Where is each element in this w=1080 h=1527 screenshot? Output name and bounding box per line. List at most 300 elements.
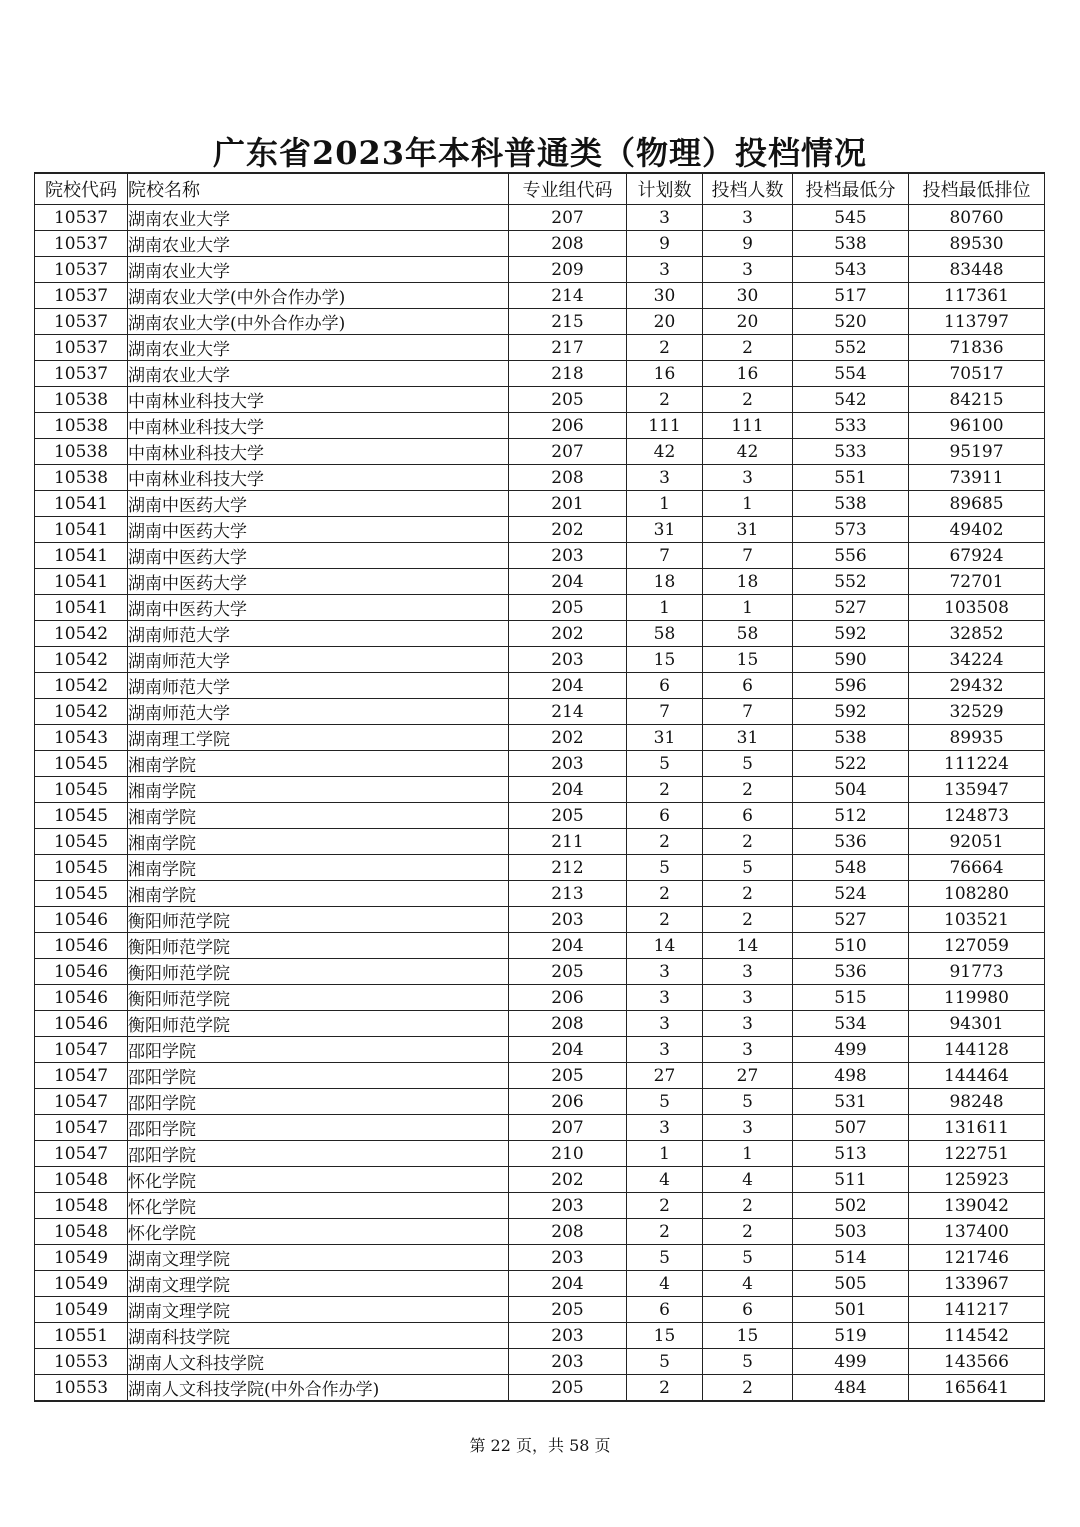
school-name-cell: 湘南学院 <box>128 803 509 829</box>
table-row <box>35 777 1045 803</box>
plan-count-cell: 3 <box>627 1037 703 1063</box>
min-score-cell: 556 <box>793 543 909 569</box>
school-name-cell: 怀化学院 <box>128 1219 509 1245</box>
min-rank-cell: 89530 <box>909 231 1045 257</box>
school-code-cell: 10545 <box>35 829 128 855</box>
major-group-code-cell: 217 <box>509 335 627 361</box>
major-group-code-cell: 203 <box>509 907 627 933</box>
min-rank-cell: 98248 <box>909 1089 1045 1115</box>
min-score-cell: 501 <box>793 1297 909 1323</box>
plan-count-cell: 30 <box>627 283 703 309</box>
school-name-cell: 邵阳学院 <box>128 1063 509 1089</box>
admitted-count-cell: 2 <box>703 335 793 361</box>
school-name-cell: 衡阳师范学院 <box>128 1011 509 1037</box>
school-name-cell: 中南林业科技大学 <box>128 413 509 439</box>
school-name-cell: 湖南师范大学 <box>128 647 509 673</box>
plan-count-cell: 15 <box>627 1323 703 1349</box>
plan-count-cell: 1 <box>627 1141 703 1167</box>
major-group-code-cell: 213 <box>509 881 627 907</box>
admitted-count-cell: 3 <box>703 1037 793 1063</box>
min-rank-cell: 131611 <box>909 1115 1045 1141</box>
admitted-count-cell: 3 <box>703 985 793 1011</box>
plan-count-cell: 3 <box>627 1115 703 1141</box>
min-score-cell: 527 <box>793 595 909 621</box>
admitted-count-cell: 3 <box>703 257 793 283</box>
min-rank-cell: 135947 <box>909 777 1045 803</box>
min-rank-cell: 92051 <box>909 829 1045 855</box>
school-name-cell: 湘南学院 <box>128 829 509 855</box>
min-score-cell: 536 <box>793 959 909 985</box>
min-rank-cell: 113797 <box>909 309 1045 335</box>
admitted-count-cell: 58 <box>703 621 793 647</box>
min-rank-cell: 83448 <box>909 257 1045 283</box>
school-name-cell: 中南林业科技大学 <box>128 465 509 491</box>
school-code-cell: 10541 <box>35 491 128 517</box>
admitted-count-cell: 5 <box>703 855 793 881</box>
school-name-cell: 湖南师范大学 <box>128 673 509 699</box>
min-rank-cell: 49402 <box>909 517 1045 543</box>
school-name-cell: 湖南农业大学(中外合作办学) <box>128 283 509 309</box>
min-score-cell: 519 <box>793 1323 909 1349</box>
plan-count-cell: 42 <box>627 439 703 465</box>
school-name-cell: 邵阳学院 <box>128 1141 509 1167</box>
table-row <box>35 1141 1045 1167</box>
min-rank-cell: 141217 <box>909 1297 1045 1323</box>
admitted-count-cell: 42 <box>703 439 793 465</box>
admission-table <box>34 172 1045 1402</box>
column-header-min-score: 投档最低分 <box>793 173 909 205</box>
min-score-cell: 504 <box>793 777 909 803</box>
school-code-cell: 10548 <box>35 1219 128 1245</box>
school-code-cell: 10548 <box>35 1167 128 1193</box>
plan-count-cell: 9 <box>627 231 703 257</box>
min-rank-cell: 96100 <box>909 413 1045 439</box>
min-rank-cell: 80760 <box>909 205 1045 231</box>
major-group-code-cell: 218 <box>509 361 627 387</box>
school-code-cell: 10547 <box>35 1037 128 1063</box>
school-name-cell: 湘南学院 <box>128 777 509 803</box>
table-row <box>35 413 1045 439</box>
plan-count-cell: 2 <box>627 387 703 413</box>
school-code-cell: 10542 <box>35 647 128 673</box>
admitted-count-cell: 16 <box>703 361 793 387</box>
plan-count-cell: 18 <box>627 569 703 595</box>
school-code-cell: 10541 <box>35 569 128 595</box>
min-score-cell: 514 <box>793 1245 909 1271</box>
major-group-code-cell: 207 <box>509 205 627 231</box>
plan-count-cell: 6 <box>627 803 703 829</box>
table-row <box>35 517 1045 543</box>
admitted-count-cell: 2 <box>703 1375 793 1402</box>
admitted-count-cell: 2 <box>703 1193 793 1219</box>
plan-count-cell: 4 <box>627 1271 703 1297</box>
school-name-cell: 湖南中医药大学 <box>128 569 509 595</box>
min-score-cell: 499 <box>793 1349 909 1375</box>
min-score-cell: 512 <box>793 803 909 829</box>
school-code-cell: 10543 <box>35 725 128 751</box>
major-group-code-cell: 212 <box>509 855 627 881</box>
min-rank-cell: 76664 <box>909 855 1045 881</box>
major-group-code-cell: 205 <box>509 387 627 413</box>
school-name-cell: 衡阳师范学院 <box>128 907 509 933</box>
admitted-count-cell: 3 <box>703 465 793 491</box>
table-row <box>35 283 1045 309</box>
major-group-code-cell: 208 <box>509 1011 627 1037</box>
school-code-cell: 10547 <box>35 1089 128 1115</box>
major-group-code-cell: 214 <box>509 283 627 309</box>
school-name-cell: 湖南人文科技学院 <box>128 1349 509 1375</box>
min-rank-cell: 133967 <box>909 1271 1045 1297</box>
min-rank-cell: 95197 <box>909 439 1045 465</box>
major-group-code-cell: 202 <box>509 1167 627 1193</box>
major-group-code-cell: 201 <box>509 491 627 517</box>
min-score-cell: 502 <box>793 1193 909 1219</box>
table-row <box>35 699 1045 725</box>
min-score-cell: 552 <box>793 335 909 361</box>
min-score-cell: 515 <box>793 985 909 1011</box>
school-code-cell: 10538 <box>35 439 128 465</box>
table-row <box>35 985 1045 1011</box>
admitted-count-cell: 2 <box>703 907 793 933</box>
min-rank-cell: 144128 <box>909 1037 1045 1063</box>
min-score-cell: 536 <box>793 829 909 855</box>
page-footer: 第 22 页，共 58 页 <box>469 1436 611 1455</box>
major-group-code-cell: 207 <box>509 1115 627 1141</box>
admitted-count-cell: 14 <box>703 933 793 959</box>
table-row <box>35 595 1045 621</box>
min-score-cell: 538 <box>793 491 909 517</box>
plan-count-cell: 1 <box>627 491 703 517</box>
school-name-cell: 湖南人文科技学院(中外合作办学) <box>128 1375 509 1402</box>
min-rank-cell: 89935 <box>909 725 1045 751</box>
plan-count-cell: 6 <box>627 673 703 699</box>
min-score-cell: 548 <box>793 855 909 881</box>
column-header-admitted-count: 投档人数 <box>703 173 793 205</box>
min-score-cell: 524 <box>793 881 909 907</box>
major-group-code-cell: 204 <box>509 933 627 959</box>
admitted-count-cell: 30 <box>703 283 793 309</box>
min-rank-cell: 111224 <box>909 751 1045 777</box>
page-title: 广东省2023年本科普通类（物理）投档情况 <box>212 134 868 172</box>
school-name-cell: 湖南农业大学 <box>128 205 509 231</box>
admitted-count-cell: 3 <box>703 1011 793 1037</box>
school-name-cell: 湖南科技学院 <box>128 1323 509 1349</box>
table-row <box>35 439 1045 465</box>
table-row <box>35 1245 1045 1271</box>
school-code-cell: 10537 <box>35 309 128 335</box>
table-row <box>35 881 1045 907</box>
school-code-cell: 10538 <box>35 413 128 439</box>
major-group-code-cell: 205 <box>509 1297 627 1323</box>
major-group-code-cell: 204 <box>509 1037 627 1063</box>
school-name-cell: 衡阳师范学院 <box>128 985 509 1011</box>
school-code-cell: 10549 <box>35 1297 128 1323</box>
admitted-count-cell: 1 <box>703 491 793 517</box>
plan-count-cell: 3 <box>627 959 703 985</box>
admitted-count-cell: 3 <box>703 205 793 231</box>
min-rank-cell: 32529 <box>909 699 1045 725</box>
major-group-code-cell: 205 <box>509 595 627 621</box>
admitted-count-cell: 20 <box>703 309 793 335</box>
school-code-cell: 10545 <box>35 803 128 829</box>
admitted-count-cell: 31 <box>703 517 793 543</box>
school-code-cell: 10538 <box>35 387 128 413</box>
school-code-cell: 10546 <box>35 933 128 959</box>
table-row <box>35 387 1045 413</box>
table-row <box>35 569 1045 595</box>
major-group-code-cell: 211 <box>509 829 627 855</box>
school-code-cell: 10542 <box>35 621 128 647</box>
plan-count-cell: 27 <box>627 1063 703 1089</box>
major-group-code-cell: 203 <box>509 751 627 777</box>
admitted-count-cell: 4 <box>703 1167 793 1193</box>
admitted-count-cell: 6 <box>703 803 793 829</box>
min-score-cell: 507 <box>793 1115 909 1141</box>
admitted-count-cell: 1 <box>703 1141 793 1167</box>
table-row <box>35 1375 1045 1402</box>
plan-count-cell: 6 <box>627 1297 703 1323</box>
major-group-code-cell: 203 <box>509 1349 627 1375</box>
admitted-count-cell: 3 <box>703 959 793 985</box>
admitted-count-cell: 111 <box>703 413 793 439</box>
major-group-code-cell: 209 <box>509 257 627 283</box>
min-rank-cell: 137400 <box>909 1219 1045 1245</box>
plan-count-cell: 3 <box>627 205 703 231</box>
min-score-cell: 534 <box>793 1011 909 1037</box>
admitted-count-cell: 15 <box>703 1323 793 1349</box>
plan-count-cell: 16 <box>627 361 703 387</box>
school-name-cell: 湖南文理学院 <box>128 1245 509 1271</box>
school-name-cell: 湖南师范大学 <box>128 699 509 725</box>
table-row <box>35 1219 1045 1245</box>
admitted-count-cell: 15 <box>703 647 793 673</box>
min-score-cell: 520 <box>793 309 909 335</box>
min-score-cell: 503 <box>793 1219 909 1245</box>
min-score-cell: 554 <box>793 361 909 387</box>
school-code-cell: 10546 <box>35 985 128 1011</box>
admitted-count-cell: 4 <box>703 1271 793 1297</box>
table-row <box>35 933 1045 959</box>
plan-count-cell: 58 <box>627 621 703 647</box>
major-group-code-cell: 206 <box>509 413 627 439</box>
school-name-cell: 湖南农业大学 <box>128 361 509 387</box>
school-code-cell: 10541 <box>35 595 128 621</box>
min-rank-cell: 70517 <box>909 361 1045 387</box>
school-name-cell: 湖南理工学院 <box>128 725 509 751</box>
table-row <box>35 1011 1045 1037</box>
plan-count-cell: 5 <box>627 1089 703 1115</box>
table-row <box>35 1193 1045 1219</box>
school-name-cell: 湖南中医药大学 <box>128 517 509 543</box>
school-code-cell: 10542 <box>35 699 128 725</box>
major-group-code-cell: 202 <box>509 517 627 543</box>
plan-count-cell: 2 <box>627 881 703 907</box>
min-score-cell: 543 <box>793 257 909 283</box>
min-rank-cell: 34224 <box>909 647 1045 673</box>
table-row <box>35 1063 1045 1089</box>
table-row <box>35 621 1045 647</box>
table-row <box>35 829 1045 855</box>
plan-count-cell: 15 <box>627 647 703 673</box>
table-row <box>35 361 1045 387</box>
major-group-code-cell: 215 <box>509 309 627 335</box>
min-score-cell: 538 <box>793 231 909 257</box>
table-row <box>35 803 1045 829</box>
major-group-code-cell: 203 <box>509 543 627 569</box>
major-group-code-cell: 207 <box>509 439 627 465</box>
min-score-cell: 517 <box>793 283 909 309</box>
plan-count-cell: 31 <box>627 725 703 751</box>
school-code-cell: 10546 <box>35 959 128 985</box>
plan-count-cell: 20 <box>627 309 703 335</box>
min-rank-cell: 71836 <box>909 335 1045 361</box>
major-group-code-cell: 208 <box>509 1219 627 1245</box>
admitted-count-cell: 9 <box>703 231 793 257</box>
major-group-code-cell: 206 <box>509 1089 627 1115</box>
school-name-cell: 湖南中医药大学 <box>128 595 509 621</box>
column-header-min-rank: 投档最低排位 <box>909 173 1045 205</box>
school-code-cell: 10545 <box>35 855 128 881</box>
table-row <box>35 231 1045 257</box>
admitted-count-cell: 6 <box>703 1297 793 1323</box>
school-name-cell: 湖南中医药大学 <box>128 491 509 517</box>
school-code-cell: 10553 <box>35 1375 128 1402</box>
min-score-cell: 498 <box>793 1063 909 1089</box>
plan-count-cell: 2 <box>627 907 703 933</box>
plan-count-cell: 2 <box>627 1375 703 1402</box>
school-name-cell: 湘南学院 <box>128 751 509 777</box>
school-name-cell: 湘南学院 <box>128 881 509 907</box>
admitted-count-cell: 7 <box>703 543 793 569</box>
school-name-cell: 湖南农业大学(中外合作办学) <box>128 309 509 335</box>
plan-count-cell: 31 <box>627 517 703 543</box>
min-score-cell: 531 <box>793 1089 909 1115</box>
major-group-code-cell: 206 <box>509 985 627 1011</box>
plan-count-cell: 5 <box>627 751 703 777</box>
plan-count-cell: 2 <box>627 829 703 855</box>
table-row <box>35 647 1045 673</box>
min-score-cell: 511 <box>793 1167 909 1193</box>
plan-count-cell: 14 <box>627 933 703 959</box>
min-score-cell: 513 <box>793 1141 909 1167</box>
min-rank-cell: 108280 <box>909 881 1045 907</box>
min-rank-cell: 117361 <box>909 283 1045 309</box>
table-row <box>35 855 1045 881</box>
table-row <box>35 1089 1045 1115</box>
school-name-cell: 怀化学院 <box>128 1193 509 1219</box>
min-score-cell: 592 <box>793 621 909 647</box>
min-score-cell: 533 <box>793 439 909 465</box>
admitted-count-cell: 2 <box>703 829 793 855</box>
table-row <box>35 1271 1045 1297</box>
table-row <box>35 1323 1045 1349</box>
school-code-cell: 10551 <box>35 1323 128 1349</box>
major-group-code-cell: 202 <box>509 725 627 751</box>
header-row <box>35 173 1045 205</box>
major-group-code-cell: 203 <box>509 1245 627 1271</box>
major-group-code-cell: 204 <box>509 673 627 699</box>
min-rank-cell: 122751 <box>909 1141 1045 1167</box>
school-code-cell: 10537 <box>35 205 128 231</box>
min-rank-cell: 29432 <box>909 673 1045 699</box>
school-code-cell: 10538 <box>35 465 128 491</box>
table-row <box>35 1115 1045 1141</box>
school-name-cell: 衡阳师范学院 <box>128 933 509 959</box>
school-code-cell: 10546 <box>35 1011 128 1037</box>
school-name-cell: 湖南农业大学 <box>128 335 509 361</box>
min-rank-cell: 165641 <box>909 1375 1045 1402</box>
school-code-cell: 10549 <box>35 1245 128 1271</box>
table-row <box>35 491 1045 517</box>
plan-count-cell: 2 <box>627 335 703 361</box>
plan-count-cell: 3 <box>627 465 703 491</box>
major-group-code-cell: 204 <box>509 1271 627 1297</box>
min-rank-cell: 114542 <box>909 1323 1045 1349</box>
major-group-code-cell: 202 <box>509 621 627 647</box>
min-score-cell: 484 <box>793 1375 909 1402</box>
school-name-cell: 湖南农业大学 <box>128 257 509 283</box>
school-name-cell: 邵阳学院 <box>128 1089 509 1115</box>
table-row <box>35 725 1045 751</box>
table-row <box>35 1167 1045 1193</box>
school-code-cell: 10542 <box>35 673 128 699</box>
min-rank-cell: 143566 <box>909 1349 1045 1375</box>
min-score-cell: 510 <box>793 933 909 959</box>
table-row <box>35 1297 1045 1323</box>
table-row <box>35 907 1045 933</box>
admitted-count-cell: 31 <box>703 725 793 751</box>
school-code-cell: 10545 <box>35 777 128 803</box>
min-rank-cell: 121746 <box>909 1245 1045 1271</box>
table-row <box>35 257 1045 283</box>
school-name-cell: 中南林业科技大学 <box>128 439 509 465</box>
school-code-cell: 10537 <box>35 257 128 283</box>
min-rank-cell: 139042 <box>909 1193 1045 1219</box>
min-rank-cell: 103508 <box>909 595 1045 621</box>
school-name-cell: 衡阳师范学院 <box>128 959 509 985</box>
school-name-cell: 邵阳学院 <box>128 1115 509 1141</box>
major-group-code-cell: 208 <box>509 465 627 491</box>
plan-count-cell: 3 <box>627 257 703 283</box>
school-code-cell: 10545 <box>35 881 128 907</box>
min-rank-cell: 127059 <box>909 933 1045 959</box>
school-name-cell: 湖南师范大学 <box>128 621 509 647</box>
admitted-count-cell: 5 <box>703 1349 793 1375</box>
major-group-code-cell: 205 <box>509 1375 627 1402</box>
school-name-cell: 湖南文理学院 <box>128 1297 509 1323</box>
min-score-cell: 505 <box>793 1271 909 1297</box>
min-rank-cell: 91773 <box>909 959 1045 985</box>
min-rank-cell: 125923 <box>909 1167 1045 1193</box>
min-rank-cell: 67924 <box>909 543 1045 569</box>
min-rank-cell: 89685 <box>909 491 1045 517</box>
admitted-count-cell: 5 <box>703 1089 793 1115</box>
school-code-cell: 10537 <box>35 231 128 257</box>
school-code-cell: 10545 <box>35 751 128 777</box>
major-group-code-cell: 203 <box>509 1323 627 1349</box>
admitted-count-cell: 6 <box>703 673 793 699</box>
major-group-code-cell: 210 <box>509 1141 627 1167</box>
min-score-cell: 551 <box>793 465 909 491</box>
school-code-cell: 10549 <box>35 1271 128 1297</box>
table-row <box>35 751 1045 777</box>
table-row <box>35 205 1045 231</box>
min-rank-cell: 124873 <box>909 803 1045 829</box>
min-rank-cell: 144464 <box>909 1063 1045 1089</box>
table-row <box>35 309 1045 335</box>
table-row <box>35 543 1045 569</box>
min-rank-cell: 119980 <box>909 985 1045 1011</box>
